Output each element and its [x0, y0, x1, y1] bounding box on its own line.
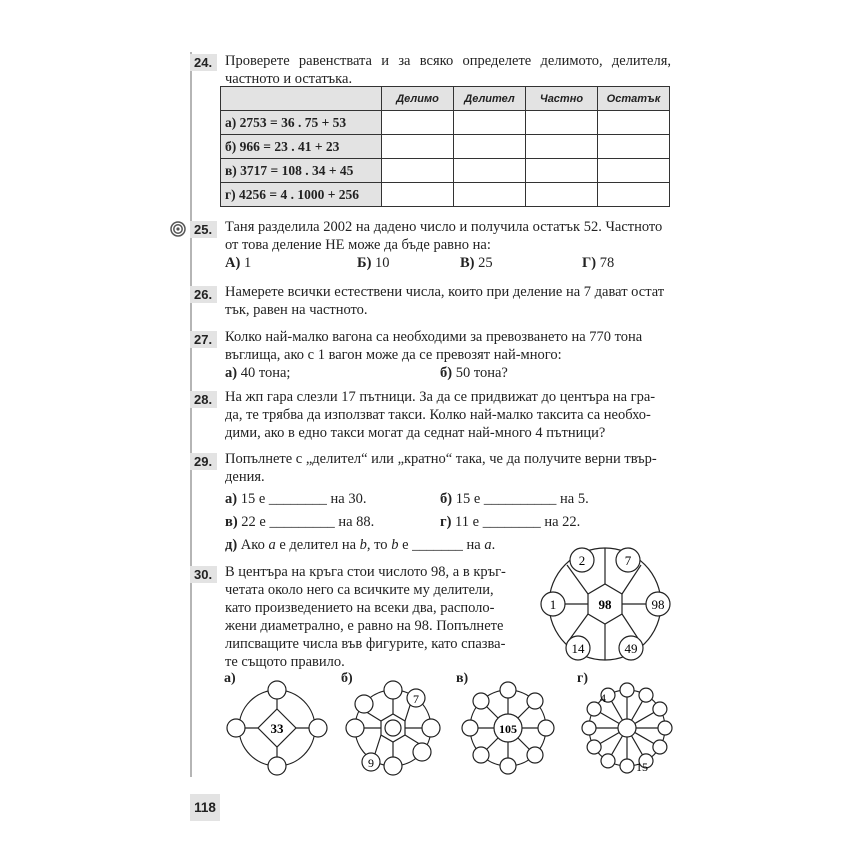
option-d: Г) 78	[582, 255, 615, 271]
empty-circle[interactable]	[527, 693, 543, 709]
table-cell[interactable]	[526, 111, 598, 135]
empty-circle[interactable]	[384, 757, 402, 775]
empty-circle[interactable]	[527, 747, 543, 763]
header-delimo: Делимо	[382, 87, 454, 111]
figure-a-label: а)	[224, 671, 236, 686]
table-row	[221, 183, 670, 207]
example-center-value: 98	[598, 597, 612, 612]
empty-circle[interactable]	[473, 693, 489, 709]
problem-number-28: 28.	[190, 391, 217, 408]
table-cell[interactable]	[382, 159, 454, 183]
figure-d-known-value: 15	[636, 760, 648, 774]
problem-28-line3: дими, ако в едно такси могат да седнат най-много 4 пътници?	[225, 425, 606, 441]
example-value: 2	[578, 553, 586, 568]
table-cell[interactable]	[454, 159, 526, 183]
empty-circle[interactable]	[500, 758, 516, 774]
empty-circle[interactable]	[587, 702, 601, 716]
margin-bar	[190, 52, 192, 777]
table-cell[interactable]	[382, 135, 454, 159]
table-row	[221, 111, 670, 135]
table-cell[interactable]	[454, 183, 526, 207]
problem-28-line1: На жп гара слезли 17 пътници. За да се придвижат до центъра на гра-	[225, 389, 656, 405]
table-row	[221, 135, 670, 159]
figure-c-wheel	[455, 680, 565, 780]
empty-circle[interactable]	[538, 720, 554, 736]
problem-26-line1: Намерете всички естествени числа, които при деление на 7 дават остат	[225, 284, 665, 300]
figure-b-known-value: 7	[413, 692, 419, 706]
problem-29-line2: дения.	[225, 469, 265, 485]
table-cell[interactable]	[382, 111, 454, 135]
figure-b-known-value: 9	[368, 756, 374, 770]
table-header-row	[221, 87, 670, 111]
option-b: Б) 10	[357, 255, 390, 271]
example-divisor-wheel	[535, 540, 685, 670]
table-row	[221, 159, 670, 183]
problem-27-line1: Колко най-малко вагона са необходими за превозването на 770 тона	[225, 329, 643, 345]
table-row-equation: б) 966 = 23 . 41 + 23	[221, 135, 382, 159]
empty-circle[interactable]	[462, 720, 478, 736]
empty-circle[interactable]	[309, 719, 327, 737]
empty-circle[interactable]	[601, 754, 615, 768]
problem-30-line4: жени диаметрално, е равно на 98. Попълнете	[225, 618, 504, 634]
problem-30-line6: те същото правило.	[225, 654, 345, 670]
problem-number-29: 29.	[190, 453, 217, 470]
problem-29-line1: Попълнете с „делител“ или „кратно“ така, че да получите верни твър-	[225, 451, 657, 467]
problem-27-b: б) 50 тона?	[440, 365, 508, 381]
empty-circle[interactable]	[385, 720, 401, 736]
table-cell[interactable]	[598, 183, 670, 207]
problem-29-c: в) 22 е _________ на 88.	[225, 514, 375, 530]
figure-a-wheel	[224, 680, 334, 780]
empty-circle[interactable]	[653, 702, 667, 716]
empty-circle[interactable]	[355, 695, 373, 713]
header-ostatak: Остатък	[598, 87, 670, 111]
table-row-equation: а) 2753 = 36 . 75 + 53	[221, 111, 382, 135]
problem-number-24: 24.	[190, 54, 217, 71]
empty-circle[interactable]	[639, 688, 653, 702]
table-row-equation: в) 3717 = 108 . 34 + 45	[221, 159, 382, 183]
empty-circle[interactable]	[653, 740, 667, 754]
problem-29-b: б) 15 е __________ на 5.	[440, 491, 589, 507]
figure-d-wheel	[574, 680, 684, 780]
empty-circle[interactable]	[620, 759, 634, 773]
problem-30-line5: липсващите числа във фигурите, като спазва-	[225, 636, 506, 652]
problem-number-30: 30.	[190, 566, 217, 583]
table-cell[interactable]	[598, 135, 670, 159]
empty-circle[interactable]	[500, 682, 516, 698]
figure-a-center: 33	[270, 721, 284, 736]
figure-b-wheel	[340, 680, 450, 780]
problem-29-e: д) Ако a е делител на b, то b е _______ на a.	[225, 537, 496, 553]
empty-circle[interactable]	[268, 681, 286, 699]
empty-circle[interactable]	[227, 719, 245, 737]
example-value: 1	[549, 597, 557, 612]
empty-circle[interactable]	[618, 719, 636, 737]
problem-30-line3: като произведението на всеки два, располо-	[225, 600, 495, 616]
header-delitel: Делител	[454, 87, 526, 111]
figure-d-known-value: 4	[600, 691, 606, 705]
example-value: 49	[624, 641, 638, 656]
problem-28-line2: да, те трябва да използват такси. Колко най-малко таксита са необхо-	[225, 407, 651, 423]
table-corner	[221, 87, 382, 111]
empty-circle[interactable]	[582, 721, 596, 735]
problem-30-line1: В центъра на кръга стои числото 98, а в кръг-	[225, 564, 506, 580]
problem-25-line2: от това деление НЕ може да бъде равно на:	[225, 237, 491, 253]
empty-circle[interactable]	[620, 683, 634, 697]
empty-circle[interactable]	[384, 681, 402, 699]
empty-circle[interactable]	[346, 719, 364, 737]
problem-number-27: 27.	[190, 331, 217, 348]
problem-29-d: г) 11 е ________ на 22.	[440, 514, 581, 530]
figure-c-label: в)	[456, 671, 469, 686]
option-c: В) 25	[460, 255, 493, 271]
empty-circle[interactable]	[268, 757, 286, 775]
table-cell[interactable]	[526, 159, 598, 183]
table-cell[interactable]	[382, 183, 454, 207]
option-a: А) 1	[225, 255, 252, 271]
table-cell[interactable]	[598, 159, 670, 183]
example-value: 98	[651, 597, 665, 612]
problem-number-25: 25.	[190, 221, 217, 238]
problem-26-line2: тък, равен на частното.	[225, 302, 368, 318]
problem-29-a: а) 15 е ________ на 30.	[225, 491, 367, 507]
header-chastno: Частно	[526, 87, 598, 111]
figure-d-label: г)	[577, 671, 589, 686]
empty-circle[interactable]	[422, 719, 440, 737]
table-cell[interactable]	[526, 135, 598, 159]
problem-27-a: а) 40 тона;	[225, 365, 291, 381]
page-number: 118	[190, 794, 220, 821]
table-cell[interactable]	[454, 135, 526, 159]
example-value: 7	[624, 553, 632, 568]
target-difficulty-icon	[170, 221, 186, 237]
empty-circle[interactable]	[473, 747, 489, 763]
empty-circle[interactable]	[413, 743, 431, 761]
table-cell[interactable]	[598, 111, 670, 135]
empty-circle[interactable]	[658, 721, 672, 735]
example-value: 14	[571, 641, 585, 656]
table-cell[interactable]	[454, 111, 526, 135]
problem-number-26: 26.	[190, 286, 217, 303]
table-row-equation: г) 4256 = 4 . 1000 + 256	[221, 183, 382, 207]
problem-25-line1: Таня разделила 2002 на дадено число и получила остатък 52. Частното	[225, 219, 663, 235]
problem-24-text: Проверете равенствата и за всяко определете делимото, делителя, частното и остатъка.	[225, 53, 671, 87]
problem-27-line2: въглища, ако с 1 вагон може да се превозят най-много:	[225, 347, 562, 363]
figure-b-label: б)	[341, 671, 353, 686]
problem-30-line2: четата около него са всичките му делители,	[225, 582, 494, 598]
empty-circle[interactable]	[587, 740, 601, 754]
figure-c-center: 105	[499, 722, 517, 736]
table-cell[interactable]	[526, 183, 598, 207]
division-table	[220, 86, 670, 207]
